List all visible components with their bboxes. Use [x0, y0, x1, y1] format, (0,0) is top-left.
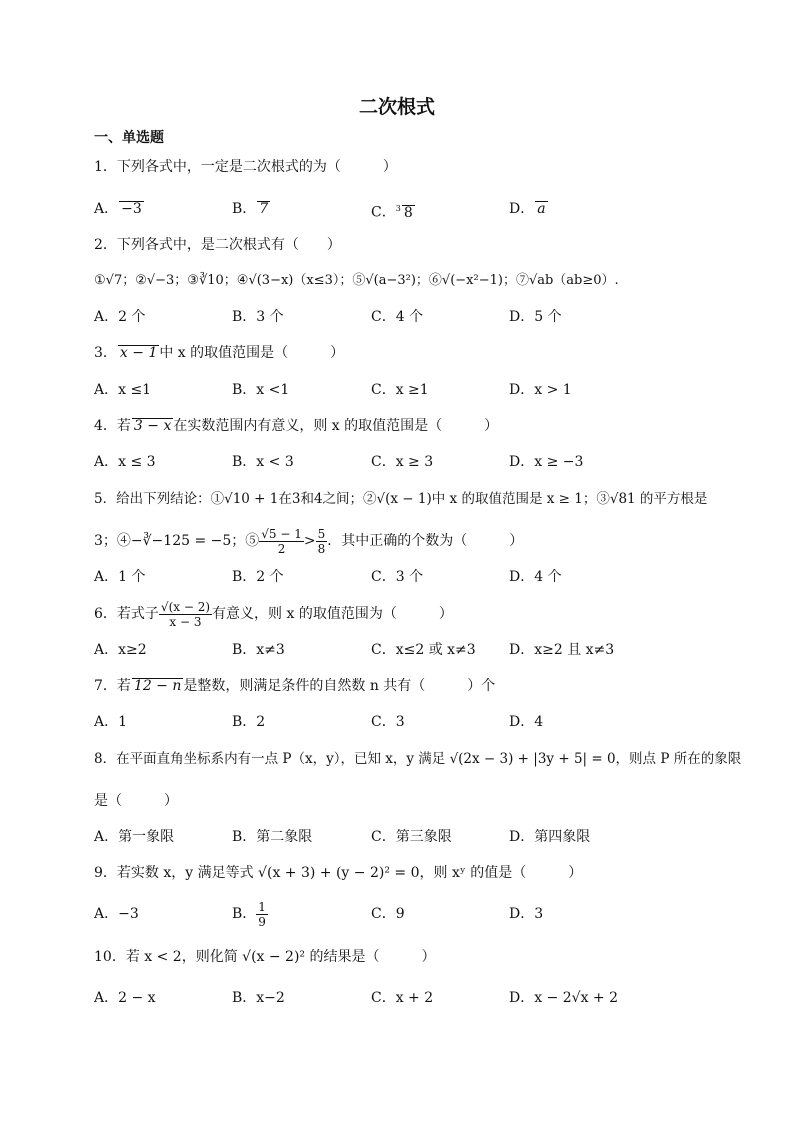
q1-option-b: B． 7 — [232, 201, 269, 217]
q8-option-b: B．第二象限 — [232, 829, 313, 845]
question-5-line-2: 3；④−∛−125 = −5；⑤ $\frac{√5 - 1}{2}$ > $\frac{5}{8}$ ．其中正确的个数为（ ） — [94, 526, 524, 556]
q10-option-d: D．x − 2√x + 2 — [509, 990, 619, 1006]
q3-option-a: A．x ≤1 — [94, 382, 152, 398]
q8-option-c: C．第三象限 — [371, 829, 452, 845]
q3-option-d: D．x > 1 — [509, 382, 572, 398]
q9-option-d: D．3 — [509, 906, 544, 922]
q7-option-b: B．2 — [232, 714, 266, 730]
q6-option-d: D．x≥2 且 x≠3 — [509, 642, 615, 658]
question-3-stem: 3． x − 1 中 x 的取值范围是（ ） — [94, 345, 345, 361]
question-6-stem: 6．若式子 $\frac{√(x - 2)}{x - 3}$ 有意义，则 x 的取值范围为（ ） — [94, 599, 453, 629]
question-4-stem: 4．若 3 − x 在实数范围内有意义，则 x 的取值范围是（ ） — [94, 418, 499, 434]
section-heading: 一、单选题 — [94, 130, 164, 146]
q2-option-c: C．4 个 — [371, 309, 424, 325]
question-7-stem: 7．若 12 − n 是整数，则满足条件的自然数 n 共有（ ）个 — [94, 678, 496, 694]
q8-option-d: D．第四象限 — [509, 829, 591, 845]
q5-option-d: D．4 个 — [509, 569, 562, 585]
q3-option-c: C．x ≥1 — [371, 382, 429, 398]
q5-option-c: C．3 个 — [371, 569, 424, 585]
question-1-stem: 1．下列各式中，一定是二次根式的为（ ） — [94, 159, 397, 175]
question-8-line-2: 是（ ） — [94, 793, 178, 809]
question-9-stem: 9．若实数 x，y 满足等式 √(x + 3) + (y − 2)² = 0，则 xʸ 的值是（ ） — [94, 865, 583, 881]
question-2-items: ①√7；②√−3；③∛10；④√(3−x)（x≤3）；⑤√(a−3²)；⑥√(−x²−1)；⑦√ab（ab≥0）. — [94, 273, 619, 288]
q5-option-a: A．1 个 — [94, 569, 146, 585]
question-2-stem: 2．下列各式中，是二次根式有（ ） — [94, 237, 341, 253]
question-5-line-1: 5．给出下列结论：①√10 + 1在3和4之间；②√(x − 1)中 x 的取值范围是 x ≥ 1；③√81 的平方根是 — [94, 491, 708, 507]
q7-option-a: A．1 — [94, 714, 128, 730]
q6-option-c: C．x≤2 或 x≠3 — [371, 642, 476, 658]
q9-option-b: B． $\frac{1}{9}$ — [232, 899, 266, 929]
q1-option-c: C．$^3$ 8 — [371, 204, 413, 221]
q10-option-c: C．x + 2 — [371, 990, 434, 1006]
q10-option-b: B．x−2 — [232, 990, 285, 1006]
q9-option-c: C．9 — [371, 906, 405, 922]
q4-option-b: B．x < 3 — [232, 454, 294, 470]
q7-option-d: D．4 — [509, 714, 544, 730]
q5-option-b: B．2 个 — [232, 569, 284, 585]
q7-option-c: C．3 — [371, 714, 405, 730]
page-title: 二次根式 — [358, 96, 435, 118]
q2-option-b: B．3 个 — [232, 309, 284, 325]
q10-option-a: A．2 − x — [94, 990, 156, 1006]
q2-option-a: A．2 个 — [94, 309, 146, 325]
q3-option-b: B．x <1 — [232, 382, 290, 398]
q1-option-a: A． −3 — [94, 201, 142, 217]
q1-option-d: D． a — [509, 201, 546, 217]
q2-option-d: D．5 个 — [509, 309, 562, 325]
q4-option-a: A．x ≤ 3 — [94, 454, 156, 470]
q4-option-c: C．x ≥ 3 — [371, 454, 434, 470]
q6-option-a: A．x≥2 — [94, 642, 147, 658]
question-10-stem: 10．若 x < 2，则化简 √(x − 2)² 的结果是（ ） — [94, 949, 436, 965]
question-8-line-1: 8．在平面直角坐标系内有一点 P（x，y），已知 x，y 满足 √(2x − 3) + |3y + 5| = 0，则点 P 所在的象限 — [94, 751, 742, 767]
q6-option-b: B．x≠3 — [232, 642, 285, 658]
q4-option-d: D．x ≥ −3 — [509, 454, 584, 470]
q8-option-a: A．第一象限 — [94, 829, 175, 845]
q9-option-a: A．−3 — [94, 906, 139, 922]
